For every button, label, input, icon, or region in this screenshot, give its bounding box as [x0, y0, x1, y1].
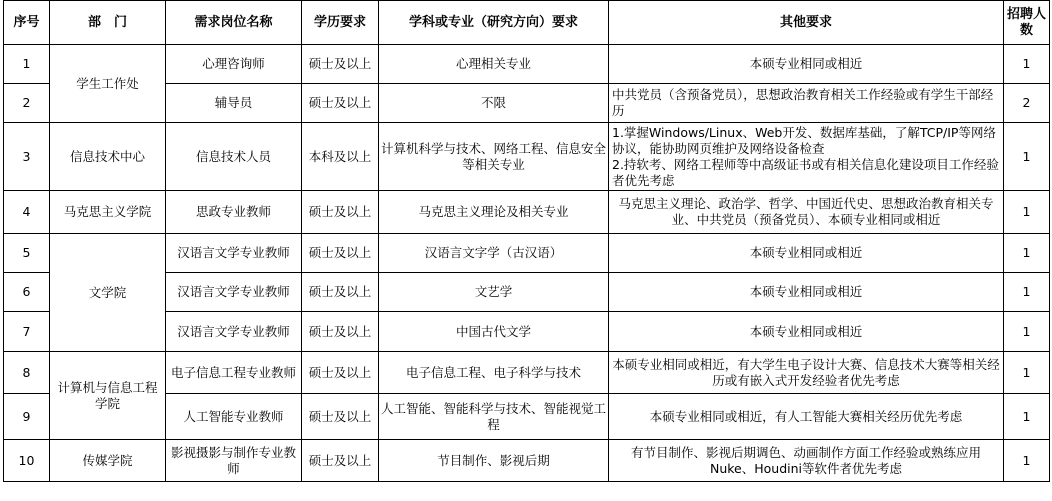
header-row: [4, 1, 1050, 45]
position-cell: 汉语言文学专业教师: [166, 234, 302, 273]
dept-cell: 马克思主义学院: [50, 191, 166, 234]
position-cell: 心理咨询师: [166, 45, 302, 84]
position-cell: 汉语言文学专业教师: [166, 312, 302, 352]
major-cell: 汉语言文字学（古汉语）: [379, 234, 609, 273]
education-cell: 硕士及以上: [302, 191, 379, 234]
count-cell: 1: [1004, 312, 1050, 352]
dept-cell: 文学院: [50, 234, 166, 352]
table-row: [4, 440, 1050, 482]
count-cell: 1: [1004, 273, 1050, 312]
table-row: [4, 191, 1050, 234]
other-cell: 本硕专业相同或相近: [609, 234, 1004, 273]
other-cell: 马克思主义理论、政治学、哲学、中国近代史、思想政治教育相关专业、中共党员（预备党员）、本硕专业相同或相近: [609, 191, 1004, 234]
education-cell: 硕士及以上: [302, 394, 379, 440]
dept-cell: 传媒学院: [50, 440, 166, 482]
seq-cell: 10: [4, 440, 50, 482]
other-cell: 本硕专业相同或相近，有大学生电子设计大赛、信息技术大赛等相关经历或有嵌入式开发经验者优先考虑: [609, 352, 1004, 394]
dept-cell: 信息技术中心: [50, 123, 166, 191]
table-row: [4, 352, 1050, 394]
other-cell: 1.掌握Windows/Linux、Web开发、数据库基础，了解TCP/IP等网络协议，能协助网页维护及网络设备检查 2.持软考、网络工程师等中高级证书或有相关信息化建设项目工作经验者优先考虑: [609, 123, 1004, 191]
major-cell: 计算机科学与技术、网络工程、信息安全等相关专业: [379, 123, 609, 191]
education-cell: 硕士及以上: [302, 84, 379, 123]
position-cell: 思政专业教师: [166, 191, 302, 234]
seq-cell: 8: [4, 352, 50, 394]
major-cell: 文艺学: [379, 273, 609, 312]
table-row: [4, 45, 1050, 84]
table-row: [4, 234, 1050, 273]
major-cell: 电子信息工程、电子科学与技术: [379, 352, 609, 394]
header-position: 需求岗位名称: [166, 1, 302, 45]
other-cell: 本硕专业相同或相近: [609, 312, 1004, 352]
count-cell: 1: [1004, 440, 1050, 482]
count-cell: 1: [1004, 394, 1050, 440]
seq-cell: 4: [4, 191, 50, 234]
seq-cell: 9: [4, 394, 50, 440]
seq-cell: 7: [4, 312, 50, 352]
education-cell: 硕士及以上: [302, 312, 379, 352]
major-cell: 不限: [379, 84, 609, 123]
education-cell: 硕士及以上: [302, 352, 379, 394]
position-cell: 信息技术人员: [166, 123, 302, 191]
education-cell: 硕士及以上: [302, 45, 379, 84]
other-cell: 本硕专业相同或相近，有人工智能大赛相关经历优先考虑: [609, 394, 1004, 440]
other-cell: 有节目制作、影视后期调色、动画制作方面工作经验或熟练应用Nuke、Houdini等软件者优先考虑: [609, 440, 1004, 482]
header-dept: 部 门: [50, 1, 166, 45]
count-cell: 1: [1004, 191, 1050, 234]
header-major: 学科或专业（研究方向）要求: [379, 1, 609, 45]
header-seq: 序号: [4, 1, 50, 45]
header-other: 其他要求: [609, 1, 1004, 45]
count-cell: 1: [1004, 234, 1050, 273]
seq-cell: 2: [4, 84, 50, 123]
count-cell: 1: [1004, 45, 1050, 84]
major-cell: 马克思主义理论及相关专业: [379, 191, 609, 234]
seq-cell: 6: [4, 273, 50, 312]
dept-cell: 计算机与信息工程学院: [50, 352, 166, 440]
position-cell: 辅导员: [166, 84, 302, 123]
position-cell: 人工智能专业教师: [166, 394, 302, 440]
seq-cell: 5: [4, 234, 50, 273]
other-cell: 本硕专业相同或相近: [609, 273, 1004, 312]
other-cell: 本硕专业相同或相近: [609, 45, 1004, 84]
seq-cell: 3: [4, 123, 50, 191]
dept-cell: 学生工作处: [50, 45, 166, 123]
position-cell: 影视摄影与制作专业教师: [166, 440, 302, 482]
education-cell: 本科及以上: [302, 123, 379, 191]
major-cell: 心理相关专业: [379, 45, 609, 84]
count-cell: 1: [1004, 352, 1050, 394]
seq-cell: 1: [4, 45, 50, 84]
recruitment-table: [3, 0, 1050, 482]
education-cell: 硕士及以上: [302, 440, 379, 482]
major-cell: 人工智能、智能科学与技术、智能视觉工程: [379, 394, 609, 440]
header-count: 招聘人数: [1004, 1, 1050, 45]
major-cell: 中国古代文学: [379, 312, 609, 352]
major-cell: 节目制作、影视后期: [379, 440, 609, 482]
education-cell: 硕士及以上: [302, 234, 379, 273]
position-cell: 电子信息工程专业教师: [166, 352, 302, 394]
other-cell: 中共党员（含预备党员），思想政治教育相关工作经验或有学生干部经历: [609, 84, 1004, 123]
header-education: 学历要求: [302, 1, 379, 45]
education-cell: 硕士及以上: [302, 273, 379, 312]
position-cell: 汉语言文学专业教师: [166, 273, 302, 312]
count-cell: 2: [1004, 84, 1050, 123]
table-row: [4, 123, 1050, 191]
count-cell: 1: [1004, 123, 1050, 191]
